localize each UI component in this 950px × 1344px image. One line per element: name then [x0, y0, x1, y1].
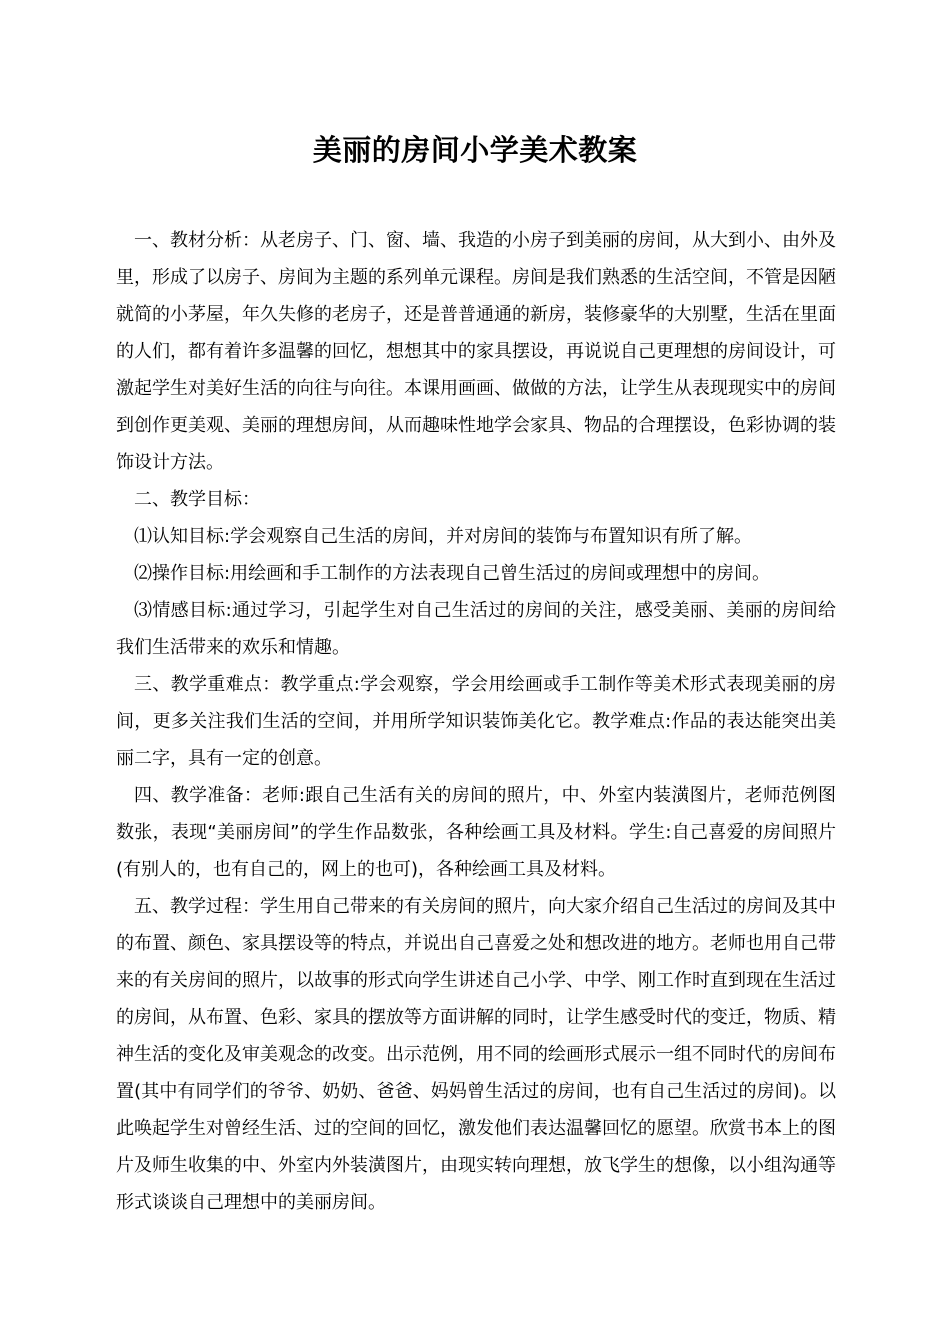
paragraph-material-analysis: 一、教材分析：从老房子、门、窗、墙、我造的小房子到美丽的房间，从大到小、由外及里，形成了以房子、房间为主题的系列单元课程。房间是我们熟悉的生活空间，不管是因陋就简的小茅屋，年久失修的老房子，还是普普通通的新房，装修豪华的大别墅，生活在里面的人们，都有着许多温馨的回忆，想想其中的家具摆设，再说说自己更理想的房间设计，可激起学生对美好生活的向往与向往。本课用画画、做做的方法，让学生从表现现实中的房间到创作更美观、美丽的理想房间，从而趣味性地学会家具、物品的合理摆设，色彩协调的装饰设计方法。	[116, 230, 836, 473]
paragraph-key-difficulties: 三、教学重难点：教学重点:学会观察，学会用绘画或手工制作等美术形式表现美丽的房间，更多关注我们生活的空间，并用所学知识装饰美化它。教学难点:作品的表达能突出美丽二字，具有一定的创意。	[116, 674, 836, 769]
paragraph-preparation: 四、教学准备：老师:跟自己生活有关的房间的照片，中、外室内装潢图片，老师范例图数张，表现“美丽房间”的学生作品数张，各种绘画工具及材料。学生:自己喜爱的房间照片(有别人的，也有自己的，网上的也可)，各种绘画工具及材料。	[116, 785, 836, 880]
paragraph-cognitive-goal: ⑴认知目标:学会观察自己生活的房间，并对房间的装饰与布置知识有所了解。	[134, 526, 753, 547]
paragraph-operation-goal: ⑵操作目标:用绘画和手工制作的方法表现自己曾生活过的房间或理想中的房间。	[134, 563, 771, 584]
document-body	[116, 222, 836, 1221]
paragraph-emotion-goal: ⑶情感目标:通过学习，引起学生对自己生活过的房间的关注，感受美丽、美丽的房间给我们生活带来的欢乐和情趣。	[116, 600, 836, 658]
document-title: 美丽的房间小学美术教案	[312, 133, 638, 167]
paragraph-teaching-process: 五、教学过程：学生用自己带来的有关房间的照片，向大家介绍自己生活过的房间及其中的布置、颜色、家具摆设等的特点，并说出自己喜爱之处和想改进的地方。老师也用自己带来的有关房间的照片，以故事的形式向学生讲述自己小学、中学、刚工作时直到现在生活过的房间，从布置、色彩、家具的摆放等方面讲解的同时，让学生感受时代的变迁，物质、精神生活的变化及审美观念的改变。出示范例，用不同的绘画形式展示一组不同时代的房间布置(其中有同学们的爷爷、奶奶、爸爸、妈妈曾生活过的房间，也有自己生活过的房间)。以此唤起学生对曾经生活、过的空间的回忆，激发他们表达温馨回忆的愿望。欣赏书本上的图片及师生收集的中、外室内外装潢图片，由现实转向理想，放飞学生的想像，以小组沟通等形式谈谈自己理想中的美丽房间。	[116, 896, 836, 1213]
paragraph-teaching-goals-heading: 二、教学目标：	[134, 489, 260, 510]
